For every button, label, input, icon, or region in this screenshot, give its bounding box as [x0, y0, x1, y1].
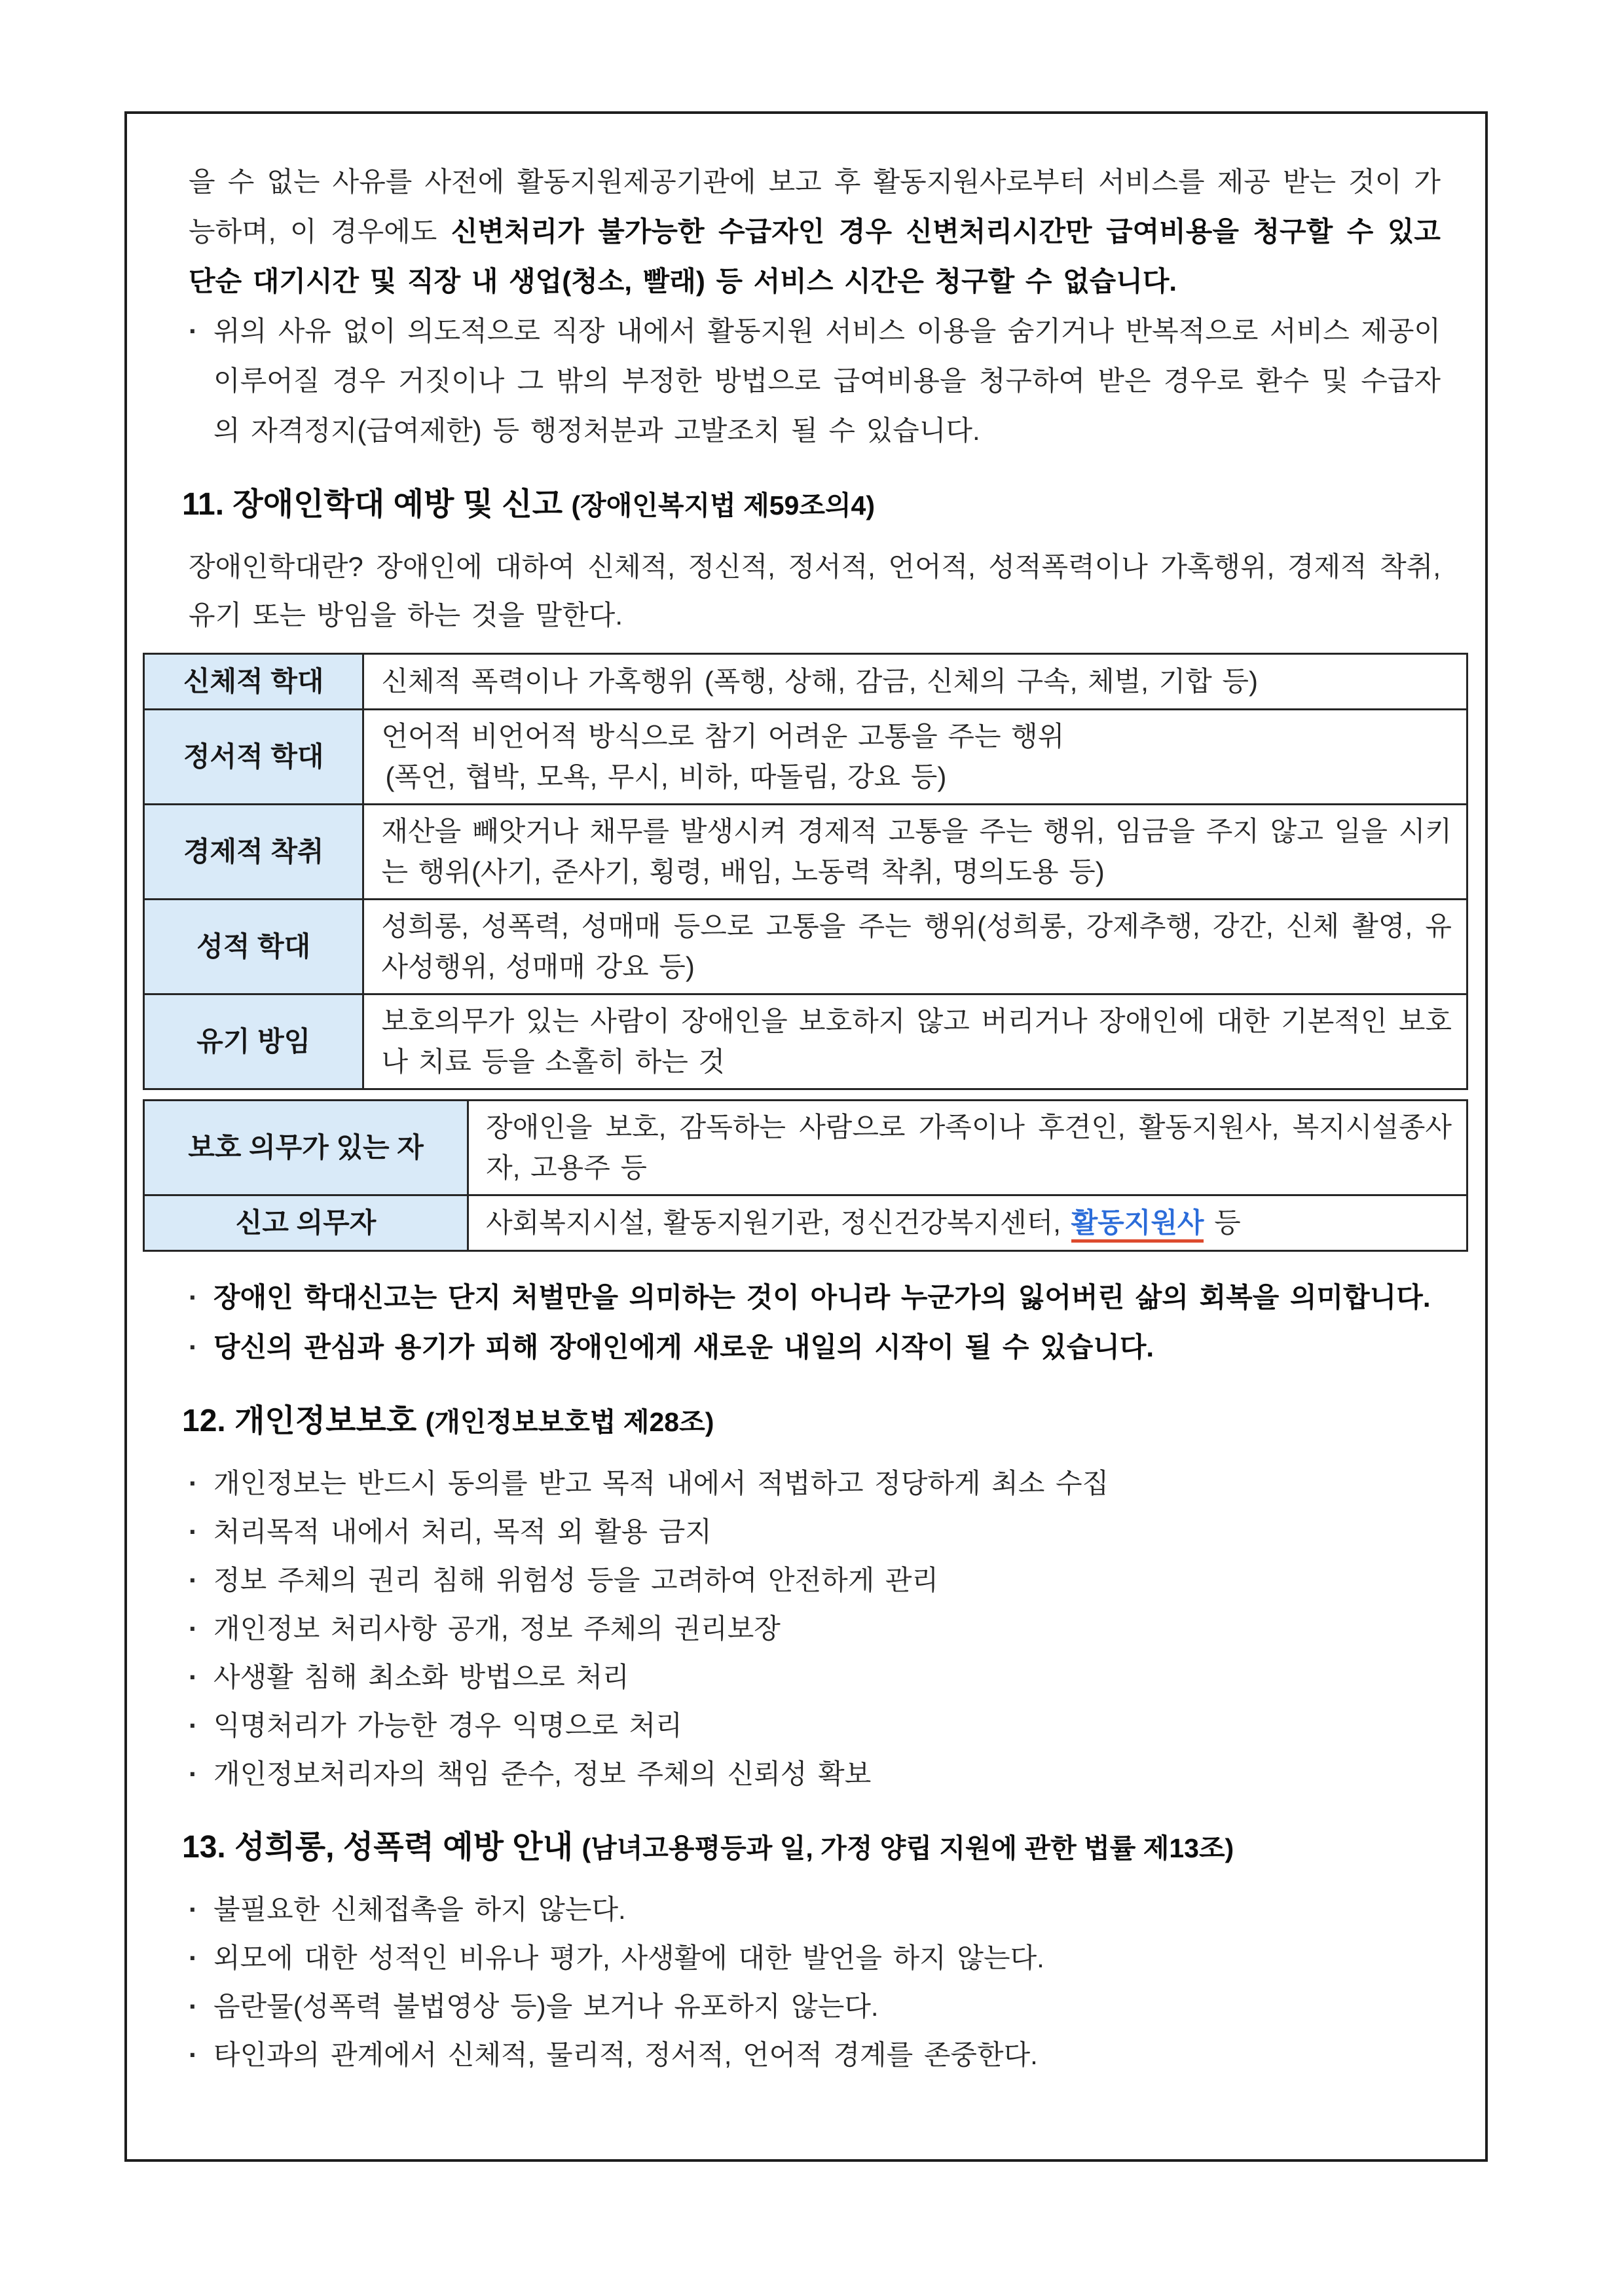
continuation-bold-text: 신변처리가 불가능한 수급자인 경우 신변처리시간만 급여비용을 청구할 수 있고 단순 대기시간 및 직장 내 생업(청소, 빨래) 등 서비스 시간은 청구할 수 없습니다. — [189, 216, 1441, 297]
table-row — [144, 994, 1467, 1089]
privacy-bullet: · 처리목적 내에서 처리, 목적 외 활용 금지 — [189, 1508, 1441, 1556]
abuse-type-label-cell: 경제적 착취 — [144, 805, 363, 900]
duty-table — [143, 1099, 1468, 1252]
section13 — [182, 1827, 1441, 2079]
duty-desc-cell: 장애인을 보호, 감독하는 사람으로 가족이나 후견인, 활동지원사, 복지시설종사자, 고용주 등 — [468, 1101, 1467, 1195]
section13-law-reference: (남녀고용평등과 일, 가정 양립 지원에 관한 법률 제13조) — [581, 1833, 1234, 1863]
section12-title: 12. 개인정보보호 — [182, 1404, 426, 1438]
reporter-list-suffix: 등 — [1204, 1207, 1241, 1238]
abuse-type-label-cell: 성적 학대 — [144, 900, 363, 994]
table-row — [144, 654, 1467, 710]
document-border-frame — [124, 111, 1488, 2162]
abuse-type-label-cell: 신체적 학대 — [144, 654, 363, 710]
section12 — [182, 1401, 1441, 1798]
harassment-bullet: · 외모에 대한 성적인 비유나 평가, 사생활에 대한 발언을 하지 않는다. — [189, 1934, 1441, 1982]
duty-desc-cell — [468, 1195, 1467, 1251]
duty-label-cell: 보호 의무가 있는 자 — [144, 1101, 468, 1195]
section11-intro: 장애인학대란? 장애인에 대하여 신체적, 정신적, 정서적, 언어적, 성적폭력이나 가혹행위, 경제적 착취, 유기 또는 방임을 하는 것을 말한다. — [189, 551, 1441, 630]
bullet-claim-warning-text: 위의 사유 없이 의도적으로 직장 내에서 활동지원 서비스 이용을 숨기거나 반복적으로 서비스 제공이 이루어질 경우 거짓이나 그 밖의 부정한 방법으로 급여비용을 청구하여 받은 경우로 환수 및 수급자의 자격정지(급여제한) 등 행정처분과 고발조치 될 수 있습니다. — [213, 316, 1441, 446]
section11-law-reference: (장애인복지법 제59조의4) — [571, 490, 876, 520]
section11-title: 11. 장애인학대 예방 및 신고 — [182, 487, 572, 522]
privacy-bullet: · 정보 주체의 권리 침해 위험성 등을 고려하여 안전하게 관리 — [189, 1556, 1441, 1605]
reporter-list-text: 사회복지시설, 활동지원기관, 정신건강복지센터, — [486, 1207, 1071, 1238]
abuse-type-table-wrap — [143, 653, 1468, 1252]
abuse-type-desc-cell: 재산을 빼앗거나 채무를 발생시켜 경제적 고통을 주는 행위, 임금을 주지 않고 일을 시키는 행위(사기, 준사기, 횡령, 배임, 노동력 착취, 명의도용 등) — [363, 805, 1467, 900]
abuse-type-desc-cell: 성희롱, 성폭력, 성매매 등으로 고통을 주는 행위(성희롱, 강제추행, 강간, 신체 촬영, 유사성행위, 성매매 강요 등) — [363, 900, 1467, 994]
section13-heading — [182, 1827, 1441, 1868]
section11-heading — [182, 484, 1441, 526]
abuse-type-desc-cell: 신체적 폭력이나 가혹행위 (폭행, 상해, 감금, 신체의 구속, 체벌, 기합 등) — [363, 654, 1467, 710]
table-row — [144, 805, 1467, 900]
bullet-claim-warning — [189, 306, 1441, 456]
privacy-bullet: · 개인정보 처리사항 공개, 정보 주체의 권리보장 — [189, 1605, 1441, 1653]
harassment-bullet: · 타인과의 관계에서 신체적, 물리적, 정서적, 언어적 경계를 존중한다. — [189, 2031, 1441, 2079]
duty-label-cell: 신고 의무자 — [144, 1195, 468, 1251]
abuse-type-desc-cell: 보호의무가 있는 사람이 장애인을 보호하지 않고 버리거나 장애인에 대한 기본적인 보호나 치료 등을 소홀히 하는 것 — [363, 994, 1467, 1089]
desc-line-1: 언어적 비언어적 방식으로 참기 어려운 고통을 주는 행위 — [381, 721, 1065, 752]
privacy-bullet: · 익명처리가 가능한 경우 익명으로 처리 — [189, 1702, 1441, 1750]
section13-title: 13. 성희롱, 성폭력 예방 안내 — [182, 1830, 582, 1865]
table-row — [144, 1195, 1467, 1251]
table-row — [144, 900, 1467, 994]
note-report-meaning: · 장애인 학대신고는 단지 처벌만을 의미하는 것이 아니라 누군가의 잃어버린 삶의 회복을 의미합니다. — [189, 1273, 1441, 1322]
abuse-type-label-cell: 정서적 학대 — [144, 710, 363, 805]
continuation-paragraph — [189, 157, 1441, 306]
table-row — [144, 710, 1467, 805]
abuse-type-table — [143, 653, 1468, 1090]
desc-line-2: (폭언, 협박, 모욕, 무시, 비하, 따돌림, 강요 등) — [385, 761, 947, 792]
harassment-bullet: · 음란물(성폭력 불법영상 등)을 보거나 유포하지 않는다. — [189, 1982, 1441, 2031]
continuation-regular-text: 을 수 없는 사유를 사전에 활동지원제공기관에 보고 후 활동지원사로부터 서비스를 제공 받는 것이 가능하며, 이 경우에도 — [189, 166, 1441, 247]
abuse-type-desc-cell — [363, 710, 1467, 805]
privacy-bullet: · 개인정보처리자의 책임 준수, 정보 주체의 신뢰성 확보 — [189, 1750, 1441, 1798]
privacy-bullet: · 사생활 침해 최소화 방법으로 처리 — [189, 1653, 1441, 1702]
highlighted-assistant-text: 활동지원사 — [1071, 1207, 1204, 1243]
section12-law-reference: (개인정보보호법 제28조) — [425, 1407, 714, 1437]
section11-notes — [189, 1273, 1441, 1372]
note-courage: · 당신의 관심과 용기가 피해 장애인에게 새로운 내일의 시작이 될 수 있습니다. — [189, 1322, 1441, 1372]
abuse-type-label-cell: 유기 방임 — [144, 994, 363, 1089]
table-row — [144, 1101, 1467, 1195]
privacy-bullet: · 개인정보는 반드시 동의를 받고 목적 내에서 적법하고 정당하게 최소 수집 — [189, 1459, 1441, 1508]
section12-heading — [182, 1401, 1441, 1442]
harassment-bullet: · 불필요한 신체접촉을 하지 않는다. — [189, 1886, 1441, 1934]
